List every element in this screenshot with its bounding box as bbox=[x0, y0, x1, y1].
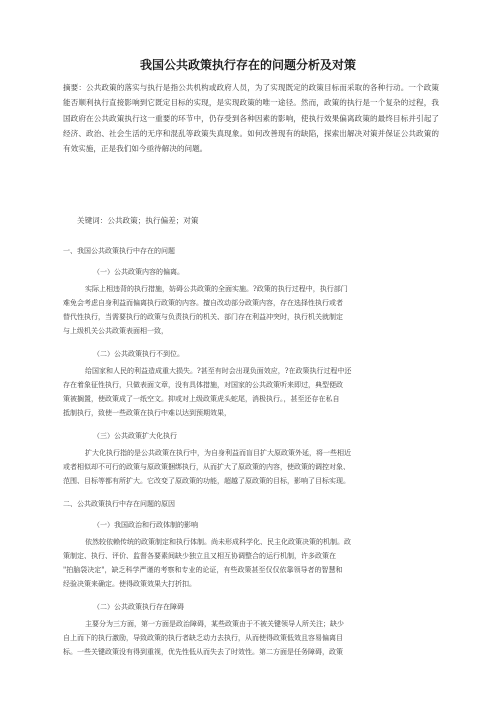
paragraph-line: 依然较依赖传统的政策制定和执行体制。尚未形成科学化、民主化政策决策的机制。政 bbox=[85, 538, 351, 546]
paragraph-line: 难免会考虑自身利益而偏离执行政策的内容。擅自改动部分政策内容，存在选择性执行或者 bbox=[63, 299, 343, 307]
keywords-line: 关键词：公共政策；执行偏差；对策 bbox=[77, 216, 199, 225]
paragraph-line: 自上而下的执行激励，导致政策的执行者缺乏动力去执行，从而使得政策低效且容易偏离目 bbox=[63, 634, 343, 642]
paragraph-line: 策制定、执行、评价、监督各要素间缺少独立且又相互协调整合的运行机制，许多政策在 bbox=[63, 552, 336, 560]
paragraph-line: 标。一些关键政策没有得到重视，优先性低从而失去了时效性。第二方面是任务障碍，政策 bbox=[63, 648, 343, 656]
section-heading: 一、我国公共政策执行中存在的问题 bbox=[63, 247, 175, 255]
abstract-paragraph: 摘要：公共政策的落实与执行是指公共机构或政府人员，为了实现既定的政策目标而采取的各种行动。一个政策能否顺利执行直接影响到它既定目标的实现，是实现政策的唯一途径。然而，政策的执行是一个复杂的过程，我国政府在公共政策执行这一重要的环节中，仍存受到各种因素的影响，使执行效果偏离政策的最终目标并引起了经济、政治、社会生活的无序和混乱等政策失真现象。如何改善现有的缺陷，探索出解决对策并保证公共政策的有效实施，正是我们如今亟待解决的问题。 bbox=[63, 83, 439, 154]
subsection-heading: （二）公共政策执行不到位。 bbox=[93, 350, 184, 358]
paragraph-line: 存在着象征性执行，只做表面文章，没有具体措施，对国家的公共政策听来即过，典型便政 bbox=[63, 381, 343, 389]
body-paragraph bbox=[63, 535, 441, 591]
paragraph-line: 策被搁置，使政策成了一纸空文。抑或对上级政策虎头蛇尾，消极执行。，甚至还存在私自 bbox=[63, 395, 340, 403]
paragraph-line: 主要分为三方面，第一方面是政治障碍，某些政策由于不被关键领导人所关注；缺少 bbox=[85, 620, 344, 628]
paragraph-line: 范围、目标等都有所扩大。它改变了原政策的功能，超越了原政策的目标，影响了目标实现。 bbox=[63, 477, 350, 485]
paragraph-line: 或者相似却不可行的政策与原政策捆绑执行，从而扩大了原政策的内容，使政策的调控对象、 bbox=[63, 463, 350, 471]
subsection-heading: （一）我国政治和行政体制的影响 bbox=[93, 521, 198, 529]
paragraph-line: 扩大化执行指的是公共政策在执行中，为自身利益而盲目扩大原政策外延，将一些相近 bbox=[85, 449, 351, 457]
paragraph-line: 给国家和人民的利益造成重大损失。?甚至有时会出现负面效应，?在政策执行过程中还 bbox=[85, 367, 352, 375]
paragraph-line: 抵制执行，致使一些政策在执行中难以达到预期效果， bbox=[63, 409, 231, 417]
paragraph-line: 替代性执行，当需要执行的政策与负责执行的机关、部门存在利益冲突时，执行机关就制定 bbox=[63, 313, 343, 321]
paragraph-line: 实际上相违背的执行措施，妨碍公共政策的全面实施。?政策的执行过程中，执行部门 bbox=[85, 285, 348, 293]
body-paragraph bbox=[63, 364, 441, 420]
paragraph-line: 经验决策来确定。使得政策效果大打折扣。 bbox=[63, 580, 196, 588]
paragraph-line: 与上级机关公共政策表面相一致， bbox=[63, 327, 168, 335]
body-paragraph bbox=[63, 617, 441, 659]
document-body bbox=[63, 241, 441, 665]
body-paragraph bbox=[63, 282, 441, 338]
body-paragraph bbox=[63, 446, 441, 488]
paragraph-line: "拍脑袋决定"，缺乏科学严谨的考察和专业的论证，有些政策甚至仅仅依靠领导者的智慧和 bbox=[63, 566, 343, 574]
subsection-heading: （二）公共政策执行存在障碍 bbox=[93, 603, 184, 611]
section-heading: 二、公共政策执行中存在问题的原因 bbox=[63, 500, 175, 508]
document-title: 我国公共政策执行存在的问题分析及对策 bbox=[139, 58, 356, 72]
subsection-heading: （三）公共政策扩大化执行 bbox=[93, 432, 177, 440]
subsection-heading: （一）公共政策内容的偏离。 bbox=[93, 268, 184, 276]
